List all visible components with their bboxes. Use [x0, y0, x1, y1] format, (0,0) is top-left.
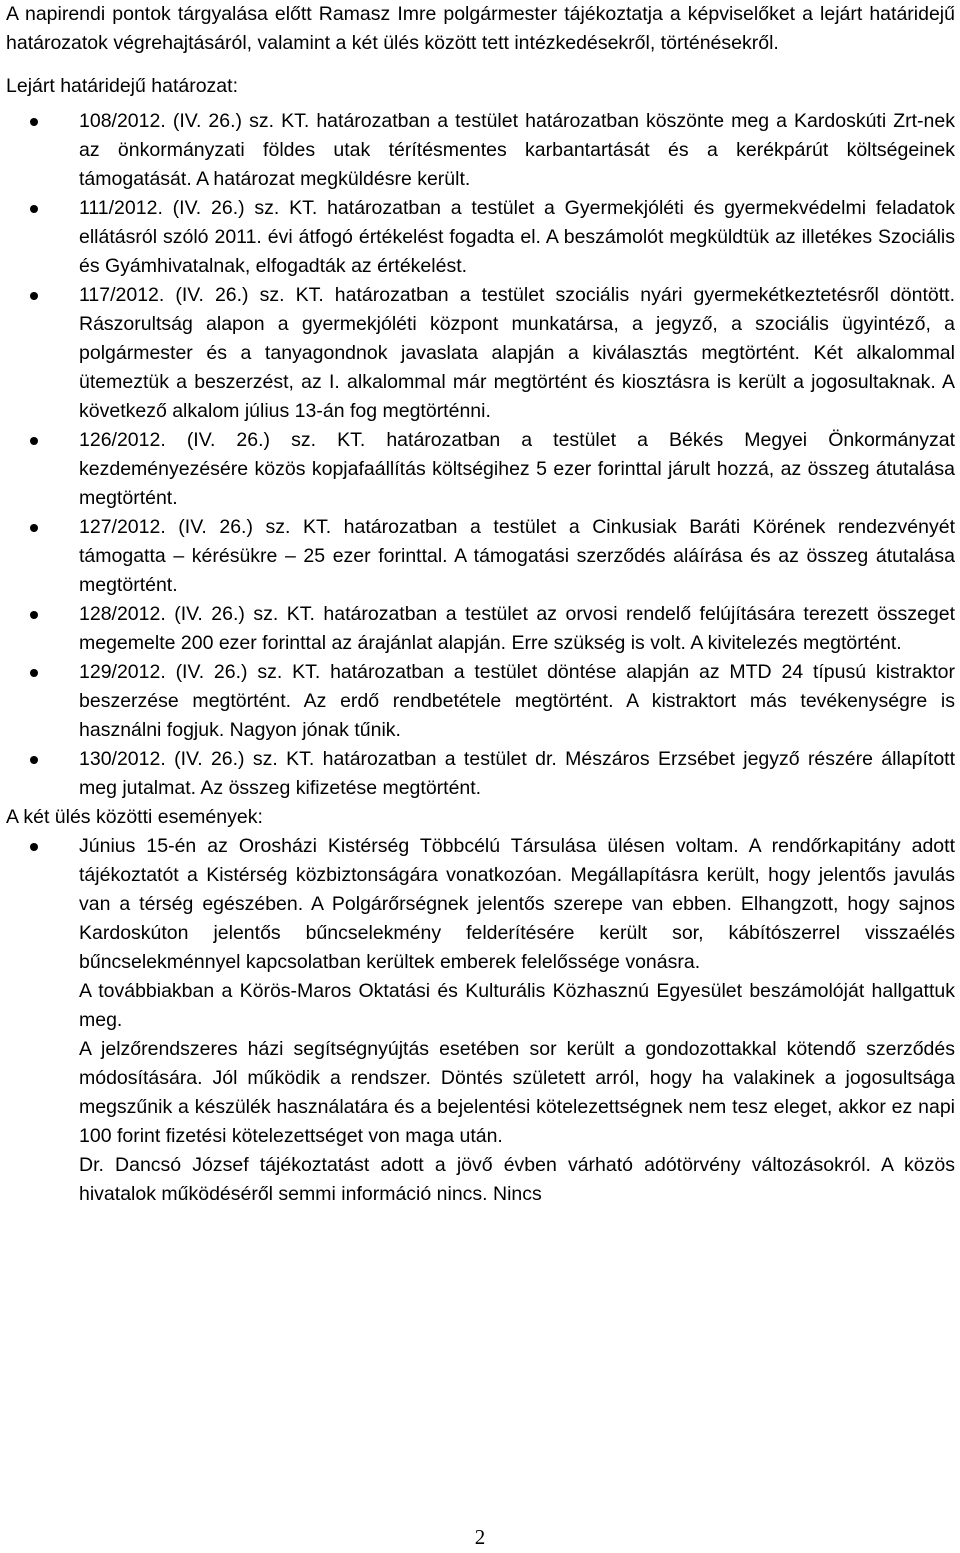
bullet-icon: [30, 611, 38, 619]
bullet-icon: [30, 669, 38, 677]
section-heading-events: A két ülés közötti események:: [6, 806, 263, 828]
list-item: 128/2012. (IV. 26.) sz. KT. határozatban a testület az orvosi rendelő felújítására terezett összeget megemelte 200 ezer forinttal az árajánlat alapján. Erre szükség is volt. A kivitelezés megtörtént.: [6, 600, 955, 658]
resolutions-list: [6, 107, 955, 803]
list-item: 126/2012. (IV. 26.) sz. KT. határozatban a testület a Békés Megyei Önkormányzat kezdeményezésére közös kopjafaállítás költségihez 5 ezer forinttal járult hozzá, az összeg átutalása megtörtént.: [6, 426, 955, 513]
bullet-icon: [30, 756, 38, 764]
bullet-icon: [30, 843, 38, 851]
list-item: Június 15-én az Orosházi Kistérség Többcélú Társulása ülésen voltam. A rendőrkapitány adott tájékoztatót a Kistérség közbiztonságára vonatkozóan. Megállapításra került, hogy jelentős javulás van a térség egészében. A Polgárőrségnek jelentős szerepe van ebben. Elhangzott, hogy sajnos Kardoskúton jelentős bűncselekmény felderítésére került sor, kábítószerrel visszaélés bűncselekménnyel kapcsolatban kerültek emberek felelőssége vonásra.: [6, 832, 955, 977]
page-number: 2: [474, 1525, 486, 1549]
events-paragraph: A továbbiakban a Körös-Maros Oktatási és Kulturális Közhasznú Egyesület beszámolóját hallgattuk meg.: [79, 980, 955, 1031]
list-item: 127/2012. (IV. 26.) sz. KT. határozatban a testület a Cinkusiak Baráti Körének rendezvényét támogatta – kérésükre – 25 ezer forinttal. A támogatási szerződés aláírása és az összeg átutalása megtörtént.: [6, 513, 955, 600]
list-item: 111/2012. (IV. 26.) sz. KT. határozatban a testület a Gyermekjóléti és gyermekvédelmi feladatok ellátásról szóló 2011. évi átfogó értékelést fogadta el. A beszámolót megküldtük az illetékes Szociális és Gyámhivatalnak, elfogadták az értékelést.: [6, 194, 955, 281]
bullet-icon: [30, 292, 38, 300]
bullet-icon: [30, 118, 38, 126]
bullet-icon: [30, 205, 38, 213]
intro-paragraph: A napirendi pontok tárgyalása előtt Ramasz Imre polgármester tájékoztatja a képviselőket a lejárt határidejű határozatok végrehajtásáról, valamint a két ülés között tett intézkedésekről, történésekről.: [6, 3, 955, 54]
list-item: 130/2012. (IV. 26.) sz. KT. határozatban a testület dr. Mészáros Erzsébet jegyző részére állapított meg jutalmat. Az összeg kifizetése megtörtént.: [6, 745, 955, 803]
events-list: [6, 832, 955, 977]
list-item: 117/2012. (IV. 26.) sz. KT. határozatban a testület szociális nyári gyermekétkeztetésről döntött. Rászorultság alapon a gyermekjóléti központ munkatársa, a jegyző, a szociális ügyintéző, a polgármester és a tanyagondnok javaslata alapján a kiválasztás megtörtént. Két alkalommal ütemeztük a beszerzést, az I. alkalommal már megtörtént és kiosztásra is került a jogosultaknak. A következő alkalom július 13-án fog megtörténni.: [6, 281, 955, 426]
events-paragraph: A jelzőrendszeres házi segítségnyújtás esetében sor került a gondozottakkal kötendő szerződés módosítására. Jól működik a rendszer. Döntés született arról, hogy ha valakinek a jogosultsága megszűnik a készülék használatára és a bejelentési kötelezettségnek nem tesz eleget, akkor ez napi 100 forint fizetési kötelezettséget von maga után.: [79, 1038, 955, 1147]
bullet-icon: [30, 524, 38, 532]
events-paragraph: Dr. Dancsó József tájékoztatást adott a jövő évben várható adótörvény változásokról. A közös hivatalok működéséről semmi információ nincs. Nincs: [79, 1154, 955, 1205]
document-body: [6, 0, 955, 1209]
section-heading-resolutions: Lejárt határidejű határozat:: [6, 75, 238, 97]
list-item: 108/2012. (IV. 26.) sz. KT. határozatban a testület határozatban köszönte meg a Kardoskúti Zrt-nek az önkormányzati földes utak térítésmentes karbantartását és a kerékpárút költségeinek támogatását. A határozat megküldésre került.: [6, 107, 955, 194]
list-item: 129/2012. (IV. 26.) sz. KT. határozatban a testület döntése alapján az MTD 24 típusú kistraktor beszerzése megtörtént. Az erdő rendbetétele megtörtént. A kistraktort más tevékenységre is használni fogjuk. Nagyon jónak tűnik.: [6, 658, 955, 745]
bullet-icon: [30, 437, 38, 445]
